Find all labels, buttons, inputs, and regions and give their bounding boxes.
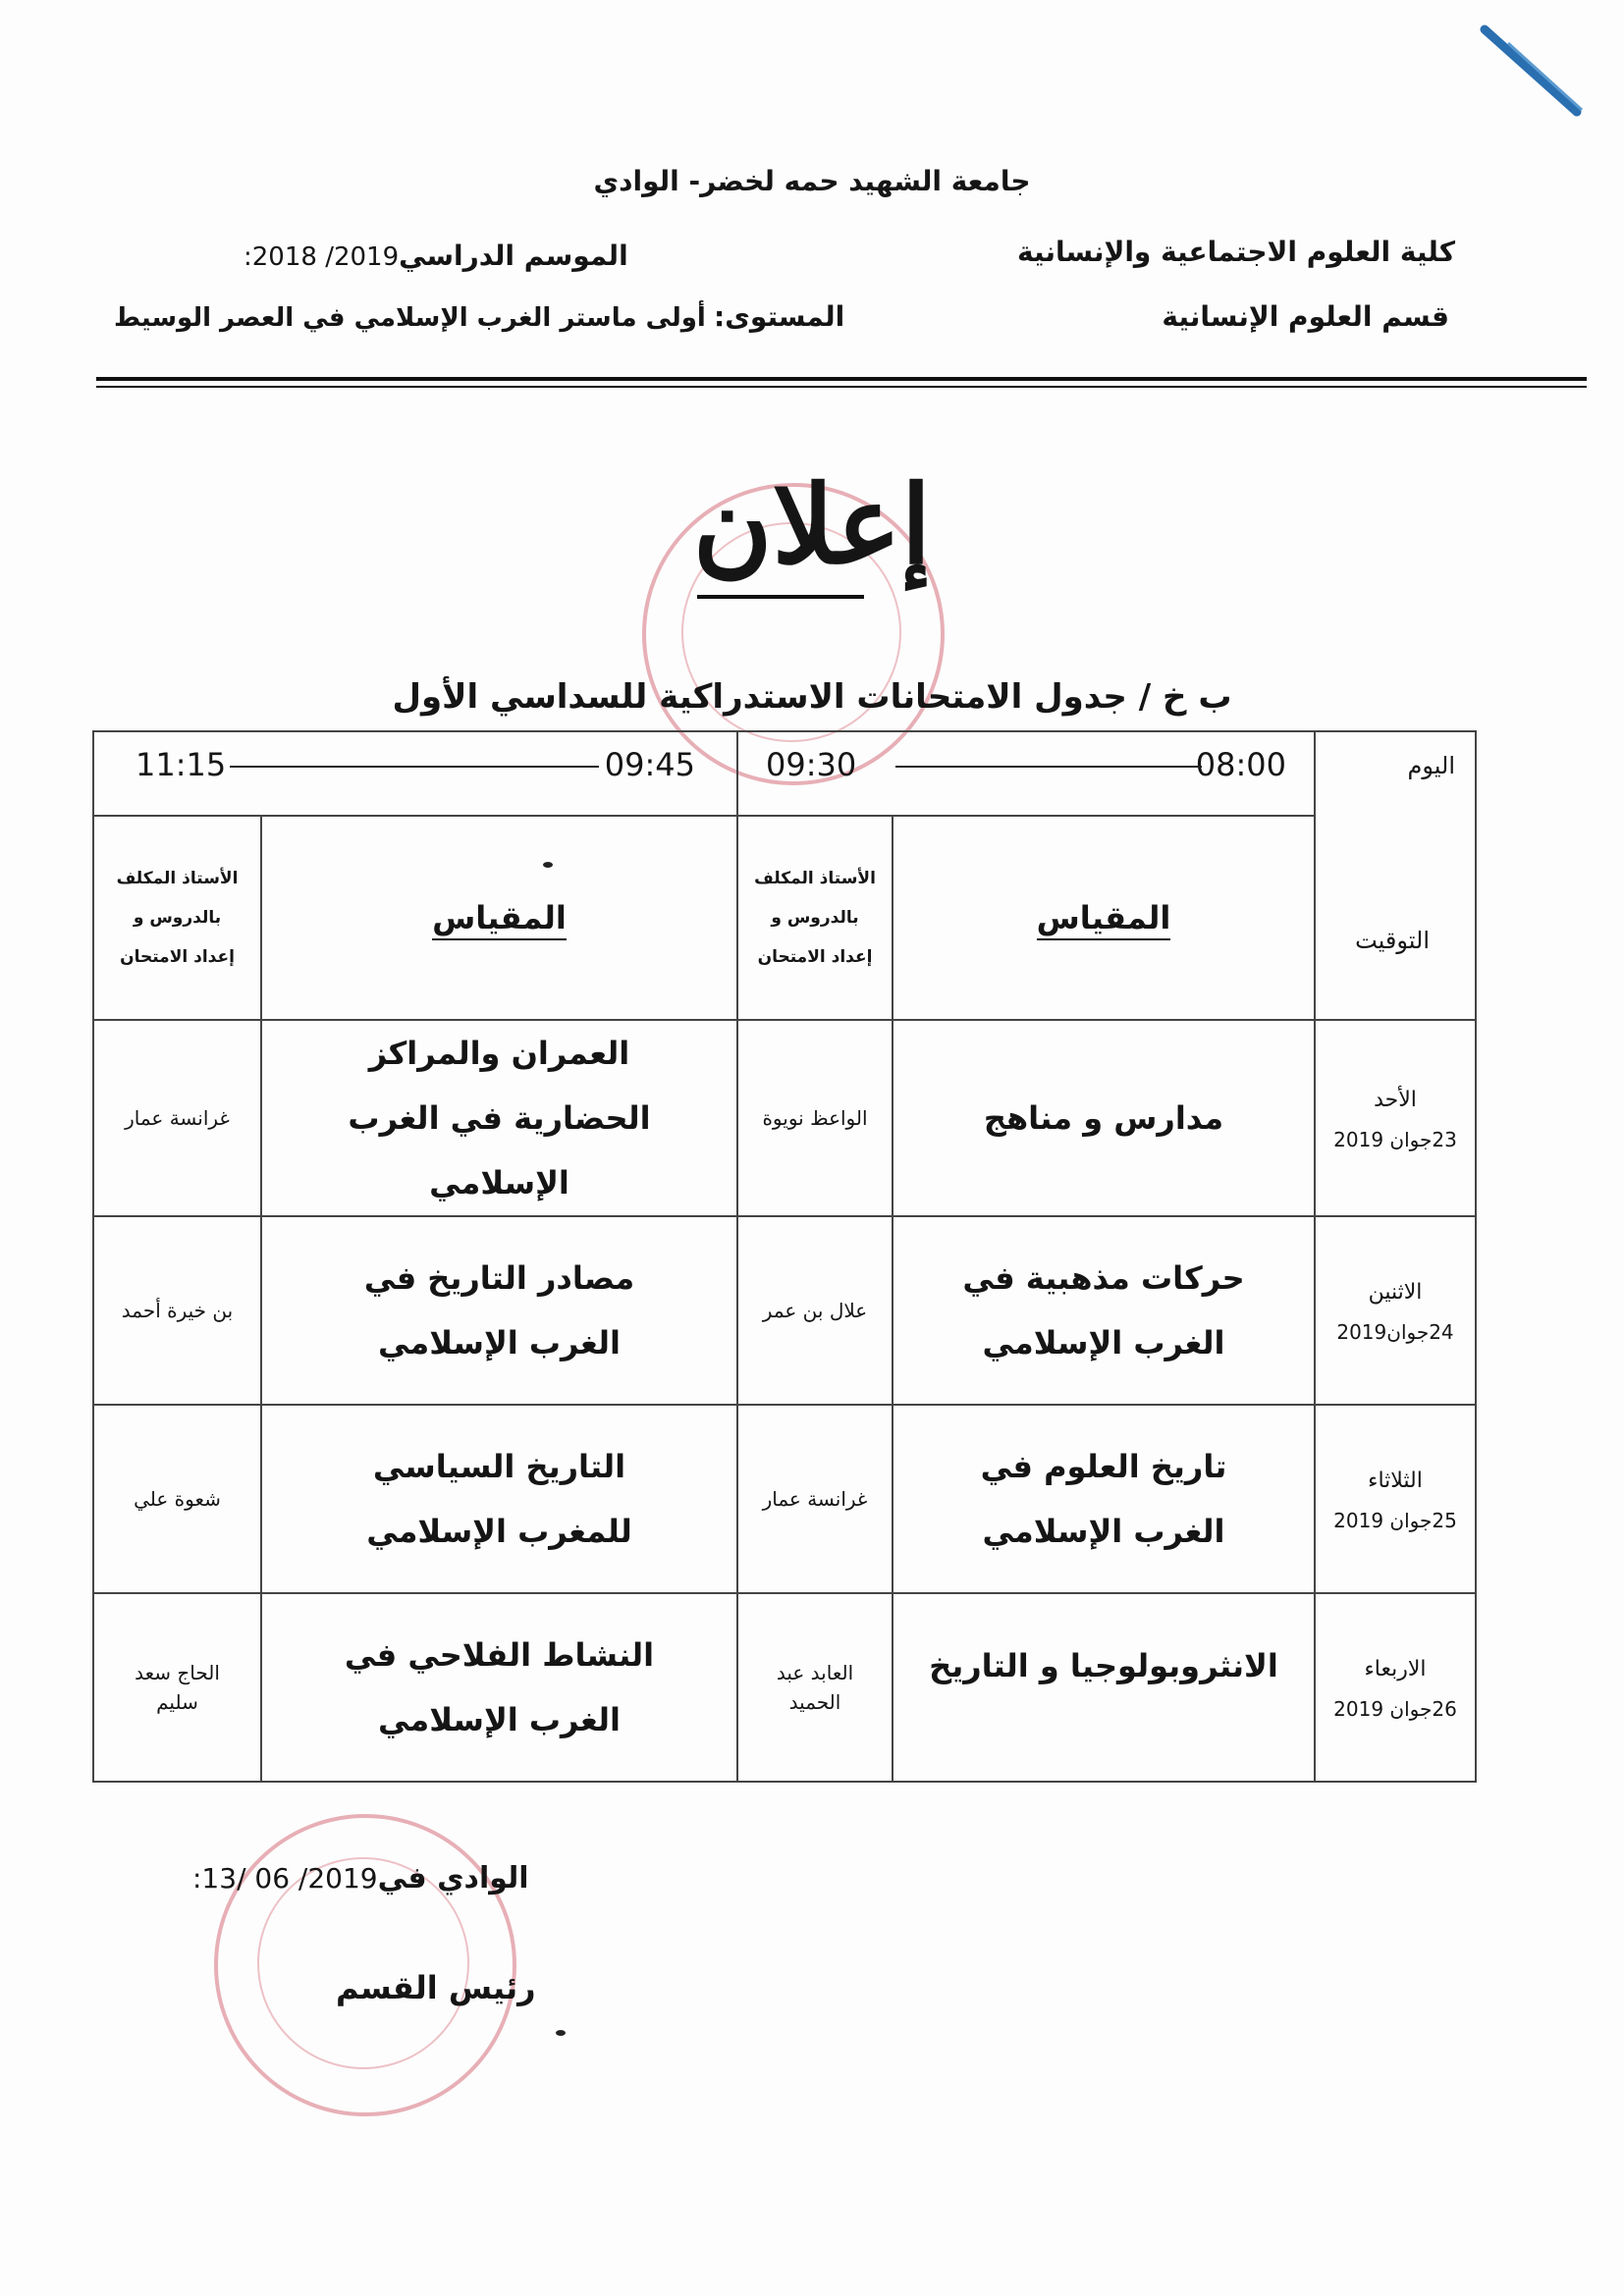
subject-cell: النشاط الفلاحي في الغرب الإسلامي: [261, 1593, 737, 1782]
teacher-cell: العابد عبد الحميد: [737, 1593, 893, 1782]
faculty-name: كلية العلوم الاجتماعية والإنسانية: [1017, 236, 1455, 268]
schedule-subtitle: ب خ / جدول الامتحانات الاستدراكية للسداسي الأول: [392, 677, 1232, 717]
table-row: [93, 1593, 1476, 1782]
teacher-header-2: الأستاذ المكلف بالدروس و إعداد الامتحان: [93, 816, 261, 1020]
table-row: [93, 1405, 1476, 1593]
exam-schedule-table: [92, 730, 1477, 1783]
subject-cell: مصادر التاريخ في الغرب الإسلامي: [261, 1216, 737, 1405]
subject-cell: العمران والمراكز الحضارية في الغرب الإسلامي: [261, 1020, 737, 1216]
title-underline: [697, 595, 864, 599]
column-header-row: [93, 816, 1476, 1020]
teacher-cell: الواعظ نويوة: [737, 1020, 893, 1216]
subject-cell: حركات مذهبية في الغرب الإسلامي: [893, 1216, 1315, 1405]
teacher-cell: غرانسة عمار: [737, 1405, 893, 1593]
time-row: [93, 731, 1476, 816]
pen-mark-icon: [1479, 24, 1597, 122]
season-value: :2018 /2019: [244, 242, 400, 272]
ink-dot: [556, 2030, 566, 2036]
teacher-cell: شعوة علي: [93, 1405, 261, 1593]
slot2-end: 11:15: [135, 746, 227, 783]
level-label: المستوى:: [714, 300, 845, 333]
department-name: قسم العلوم الإنسانية: [1162, 300, 1449, 333]
time-slot-2: [93, 731, 737, 816]
official-stamp-bottom: [214, 1814, 516, 2116]
level-value: أولى ماستر الغرب الإسلامي في العصر الوسيط: [114, 303, 706, 333]
subject-header-2: المقياس: [261, 816, 737, 1020]
academic-season: [244, 240, 628, 272]
subject-cell: تاريخ العلوم في الغرب الإسلامي: [893, 1405, 1315, 1593]
season-label: الموسم الدراسي: [399, 240, 628, 272]
subject-header-1: المقياس: [893, 816, 1315, 1020]
study-level: [114, 300, 844, 333]
day-cell: الاربعاء 26جوان 2019: [1315, 1593, 1476, 1782]
day-cell: الثلاثاء 25جوان 2019: [1315, 1405, 1476, 1593]
header-divider-thin: [96, 386, 1587, 388]
slot1-line: [895, 766, 1202, 768]
table-row: [93, 1216, 1476, 1405]
teacher-cell: علال بن عمر: [737, 1216, 893, 1405]
teacher-cell: غرانسة عمار: [93, 1020, 261, 1216]
time-slot-1: [737, 731, 1315, 816]
timing-header: التوقيت: [1355, 927, 1430, 954]
slot2-start: 09:45: [604, 746, 695, 783]
slot1-start: 08:00: [1195, 746, 1286, 783]
head-of-department: رئيس القسم: [336, 1969, 536, 2006]
subject-cell: الانثروبولوجيا و التاريخ: [893, 1593, 1315, 1782]
day-cell: الأحد 23جوان 2019: [1315, 1020, 1476, 1216]
day-timing-header: [1315, 731, 1476, 1020]
university-name: جامعة الشهيد حمه لخضر- الوادي: [593, 165, 1031, 197]
teacher-header-1: الأستاذ المكلف بالدروس و إعداد الامتحان: [737, 816, 893, 1020]
slot2-line: [230, 766, 599, 768]
day-header: اليوم: [1407, 752, 1455, 779]
place-and-date: [192, 1861, 529, 1896]
header-divider-thick: [96, 377, 1587, 381]
teacher-cell: الحاج سعد سليم: [93, 1593, 261, 1782]
place-label: الوادي في: [377, 1861, 529, 1896]
table-row: [93, 1020, 1476, 1216]
subject-cell: التاريخ السياسي للمغرب الإسلامي: [261, 1405, 737, 1593]
announcement-title: إعلان: [692, 461, 932, 588]
subject-cell: مدارس و مناهج: [893, 1020, 1315, 1216]
teacher-cell: بن خيرة أحمد: [93, 1216, 261, 1405]
issue-date: :13/ 06 /2019: [192, 1862, 378, 1895]
day-cell: الاثنين 24جوان2019: [1315, 1216, 1476, 1405]
ink-dot: [543, 862, 553, 868]
slot1-end: 09:30: [766, 746, 857, 783]
